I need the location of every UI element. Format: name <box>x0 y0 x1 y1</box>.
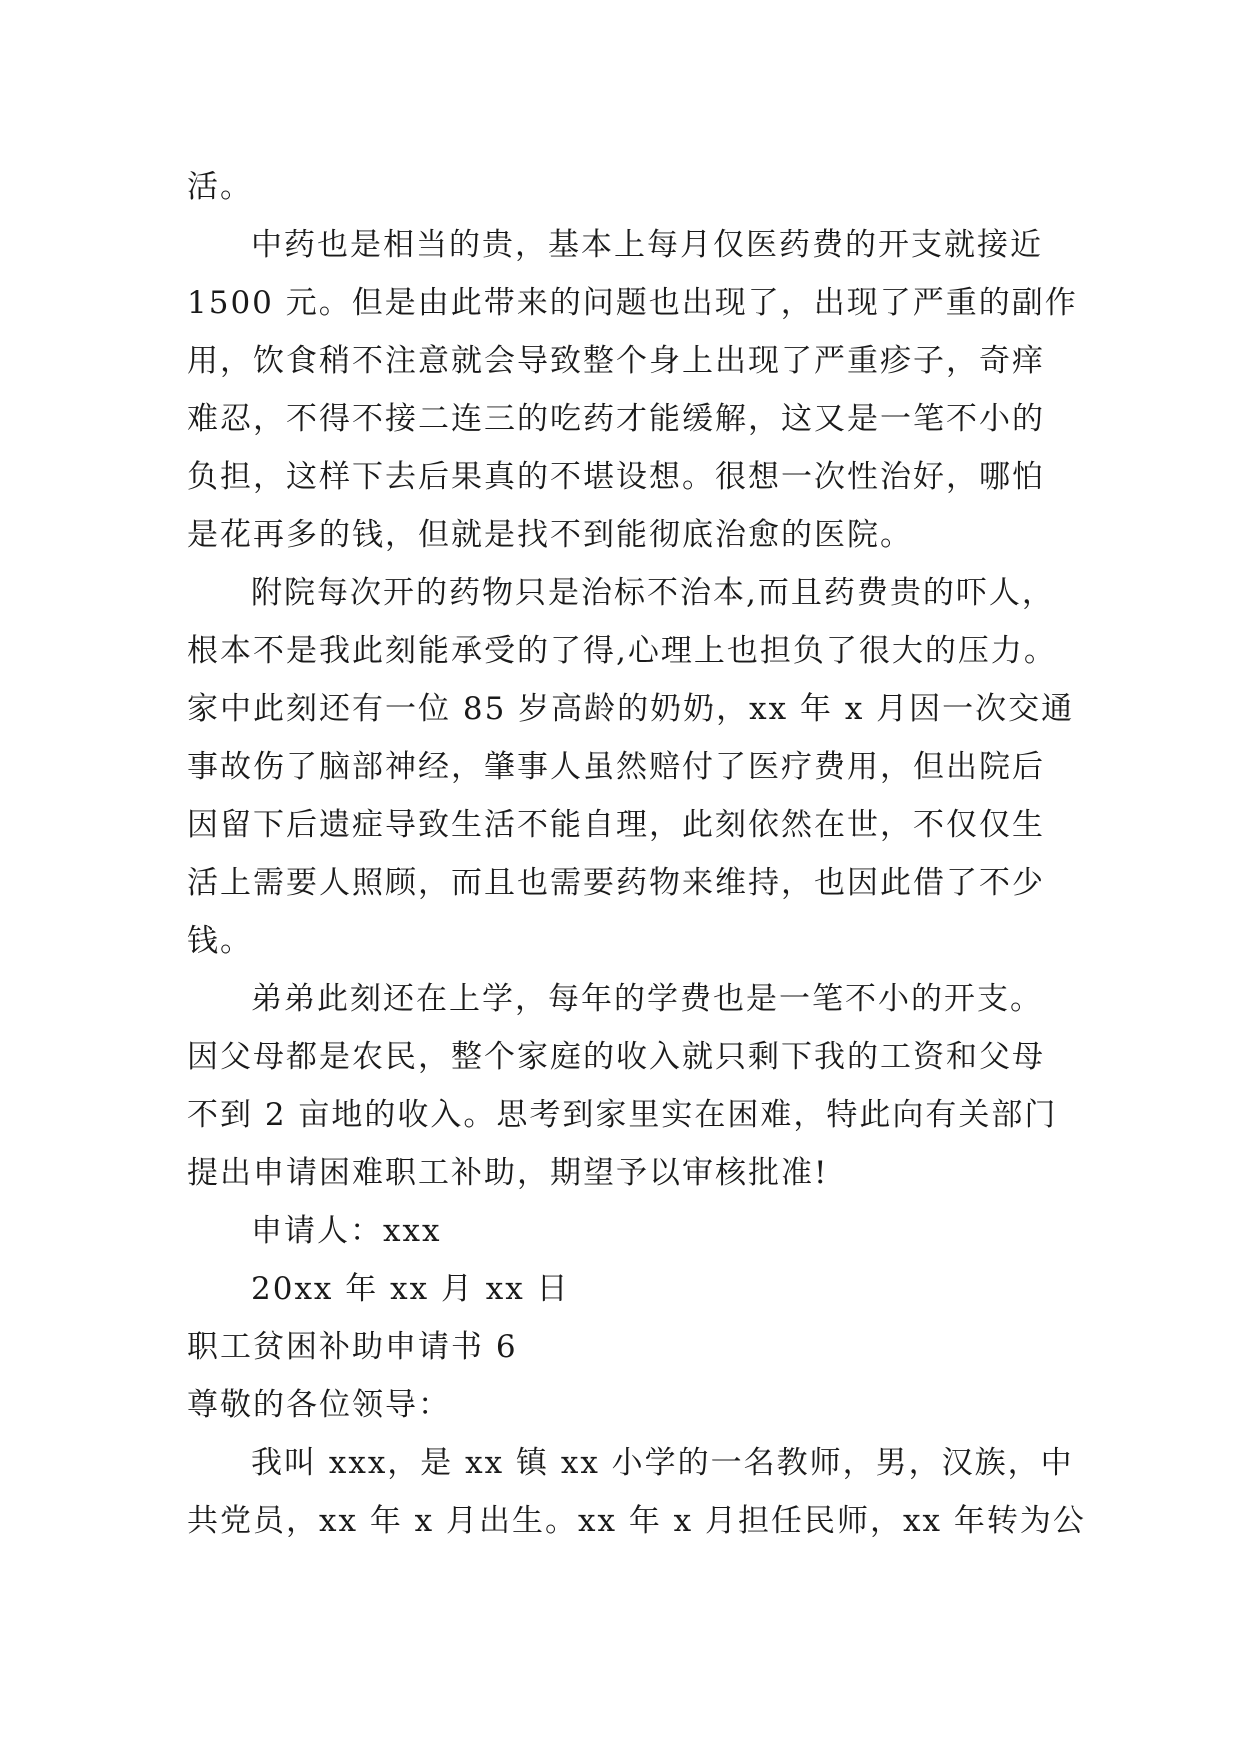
paragraph-start-line: 弟弟此刻还在上学，每年的学费也是一笔不小的开支。 <box>251 981 1043 1017</box>
paragraph-start-line: 中药也是相当的贵，基本上每月仅医药费的开支就接近 <box>251 227 1043 263</box>
text-line: 不到 2 亩地的收入。思考到家里实在困难，特此向有关部门 <box>187 1097 1058 1133</box>
text-line: 因父母都是农民，整个家庭的收入就只剩下我的工资和父母 <box>187 1039 1045 1075</box>
text-line: 是花再多的钱，但就是找不到能彻底治愈的医院。 <box>187 517 913 553</box>
text-line: 1500 元。但是由此带来的问题也出现了，出现了严重的副作 <box>187 285 1078 321</box>
text-line: 活。 <box>187 169 253 205</box>
text-line: 钱。 <box>187 923 253 959</box>
text-line: 负担，这样下去后果真的不堪设想。很想一次性治好，哪怕 <box>187 459 1045 495</box>
salutation: 尊敬的各位领导： <box>187 1387 451 1423</box>
text-line: 提出申请困难职工补助，期望予以审核批准! <box>187 1155 829 1191</box>
document-body <box>187 158 1086 1550</box>
text-line: 事故伤了脑部神经，肇事人虽然赔付了医疗费用，但出院后 <box>187 749 1045 785</box>
text-line: 根本不是我此刻能承受的了得,心理上也担负了很大的压力。 <box>187 633 1057 669</box>
text-line: 家中此刻还有一位 85 岁高龄的奶奶，xx 年 x 月因一次交通 <box>187 691 1075 727</box>
signature-date: 20xx 年 xx 月 xx 日 <box>251 1271 570 1307</box>
text-line: 活上需要人照顾，而且也需要药物来维持，也因此借了不少 <box>187 865 1045 901</box>
section-title: 职工贫困补助申请书 6 <box>187 1329 518 1365</box>
text-line: 共党员，xx 年 x 月出生。xx 年 x 月担任民师，xx 年转为公 <box>187 1503 1086 1539</box>
text-line: 因留下后遗症导致生活不能自理，此刻依然在世，不仅仅生 <box>187 807 1045 843</box>
text-line: 难忍，不得不接二连三的吃药才能缓解，这又是一笔不小的 <box>187 401 1045 437</box>
text-line: 用，饮食稍不注意就会导致整个身上出现了严重疹子，奇痒 <box>187 343 1045 379</box>
applicant-signature: 申请人：xxx <box>251 1213 442 1249</box>
paragraph-start-line: 我叫 xxx，是 xx 镇 xx 小学的一名教师，男，汉族，中 <box>251 1445 1074 1481</box>
paragraph-start-line: 附院每次开的药物只是治标不治本,而且药费贵的吓人， <box>251 575 1055 611</box>
